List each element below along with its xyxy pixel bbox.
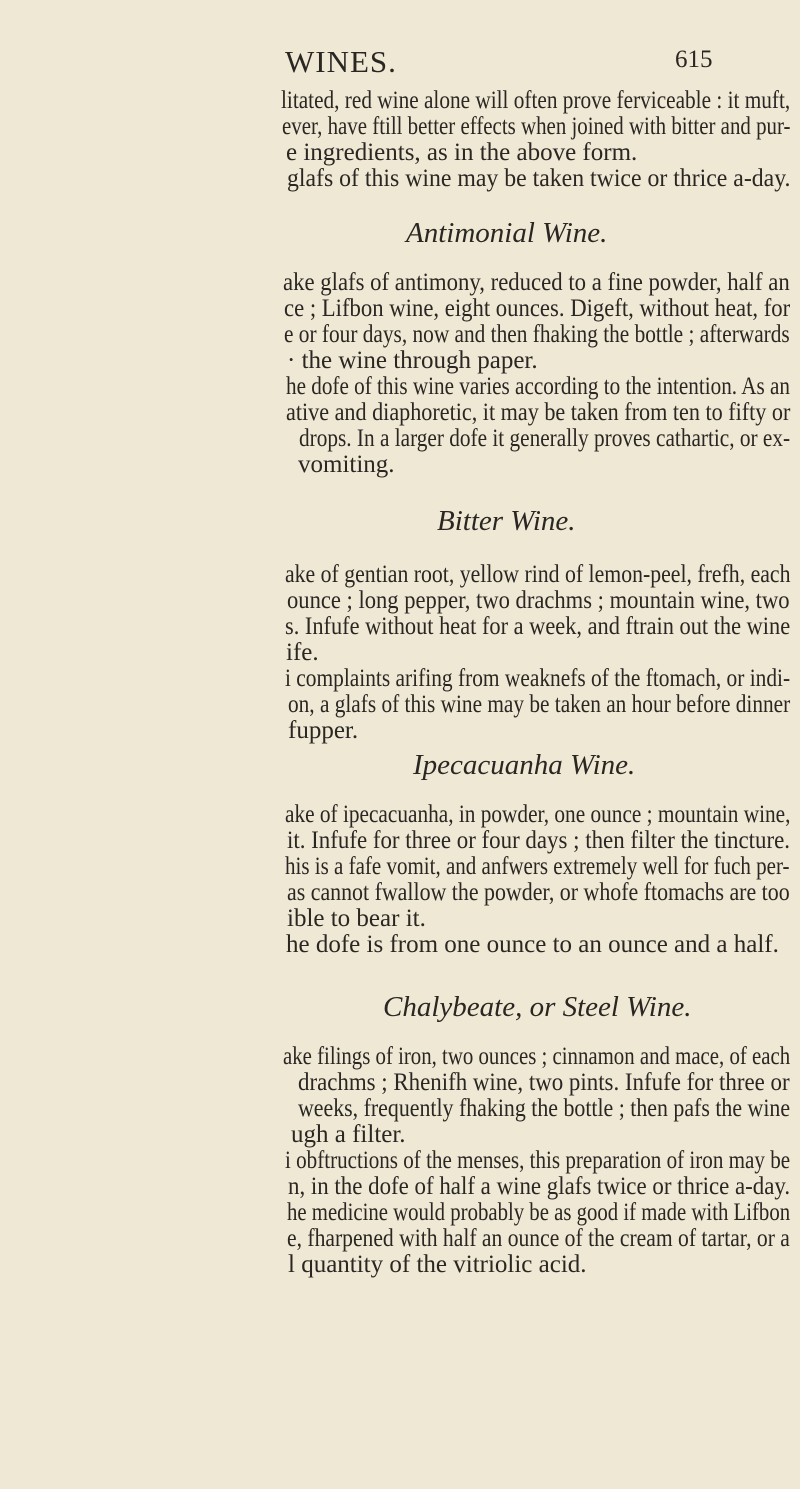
text-line: ounce ; long pepper, two drachms ; mountain wine, two: [287, 587, 790, 614]
text-line: litated, red wine alone will often prove ferviceable : it muft,: [281, 87, 791, 114]
text-line: drachms ; Rhenifh wine, two pints. Infufe for three or: [298, 1069, 790, 1096]
text-line: ake of gentian root, yellow rind of lemon-peel, frefh, each: [285, 561, 791, 588]
text-line: s. Infufe without heat for a week, and ftrain out the wine: [285, 613, 791, 640]
section-heading-ipecacuanha-wine: Ipecacuanha Wine.: [413, 749, 636, 781]
text-line: ever, have ftill better effects when joined with bitter and pur-: [282, 113, 791, 140]
text-line: ative and diaphoretic, it may be taken from ten to fifty or: [286, 399, 791, 426]
text-line: he dofe is from one ounce to an ounce and a half.: [286, 931, 779, 958]
text-line: ible to bear it.: [287, 905, 426, 932]
text-line: ife.: [286, 639, 319, 666]
page-header: [0, 44, 800, 84]
text-line: as cannot fwallow the powder, or whofe ftomachs are too: [287, 879, 790, 906]
text-line: ake filings of iron, two ounces ; cinnamon and mace, of each: [283, 1043, 791, 1070]
section-heading-chalybeate-wine: Chalybeate, or Steel Wine.: [383, 991, 692, 1023]
text-line: fupper.: [288, 717, 359, 744]
text-line: · the wine through paper.: [287, 347, 538, 374]
running-title: WINES.: [285, 44, 397, 79]
text-line: i complaints arifing from weaknefs of the ftomach, or indi-: [285, 665, 791, 692]
text-line: i obftructions of the menses, this preparation of iron may be: [285, 1147, 791, 1174]
section-heading-bitter-wine: Bitter Wine.: [437, 505, 576, 537]
text-line: e, fharpened with half an ounce of the cream of tartar, or a: [287, 1225, 790, 1252]
text-line: it. Infufe for three or four days ; then filter the tincture.: [287, 827, 790, 854]
text-line: n, in the dofe of half a wine glafs twice or thrice a-day.: [288, 1173, 791, 1200]
text-line: ugh a filter.: [291, 1121, 406, 1148]
text-line: ake of ipecacuanha, in powder, one ounce ; mountain wine,: [285, 801, 791, 828]
text-line: e or four days, now and then fhaking the bottle ; afterwards: [284, 321, 790, 348]
text-line: his is a fafe vomit, and anfwers extremely well for fuch per-: [285, 853, 790, 880]
text-line: glafs of this wine may be taken twice or thrice a-day.: [287, 165, 791, 192]
text-line: l quantity of the vitriolic acid.: [288, 1251, 587, 1278]
text-line: e ingredients, as in the above form.: [286, 139, 638, 166]
page-number: 615: [675, 46, 713, 73]
text-line: ce ; Lifbon wine, eight ounces. Digeft, without heat, for: [284, 295, 791, 322]
text-line: ake glafs of antimony, reduced to a fine powder, half an: [283, 269, 790, 296]
section-heading-antimonial-wine: Antimonial Wine.: [406, 217, 608, 249]
text-line: he dofe of this wine varies according to the intention. As an: [286, 373, 790, 400]
text-line: he medicine would probably be as good if made with Lifbon: [287, 1199, 791, 1226]
text-line: weeks, frequently fhaking the bottle ; then pafs the wine: [298, 1095, 791, 1122]
text-line: on, a glafs of this wine may be taken an hour before dinner: [288, 691, 791, 718]
text-line: drops. In a larger dofe it generally proves cathartic, or ex-: [299, 425, 791, 452]
text-line: vomiting.: [298, 451, 395, 478]
